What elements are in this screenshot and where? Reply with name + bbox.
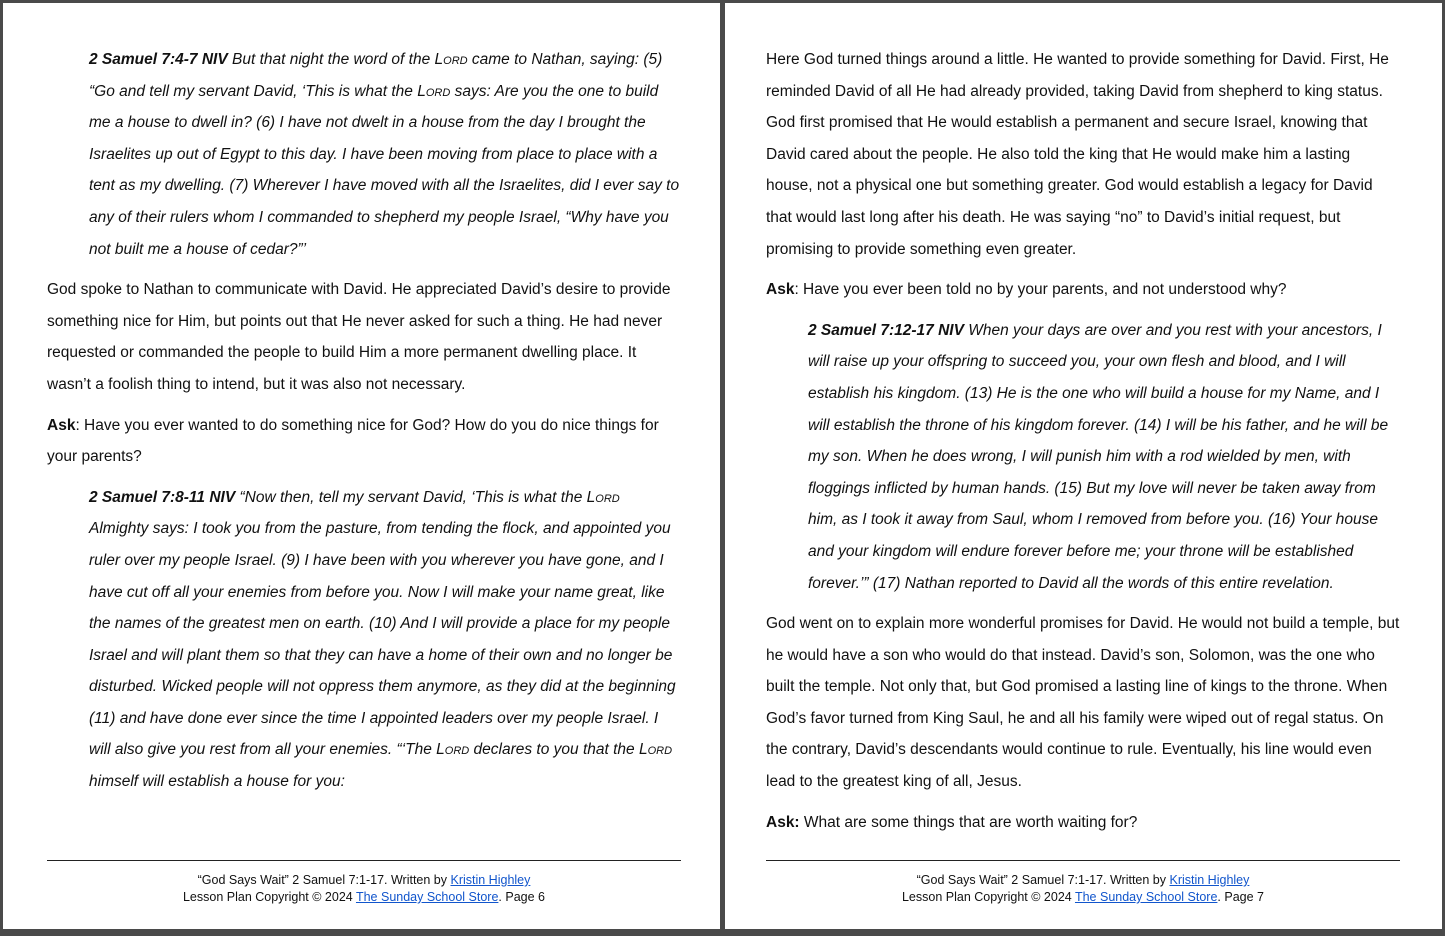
store-link[interactable]: The Sunday School Store — [355, 890, 499, 904]
divine-name: Lord — [586, 488, 620, 506]
ask-question: Ask: Have you ever been told no by your parents, and not understood why? — [766, 281, 1287, 299]
divine-name: Lord — [638, 741, 673, 759]
body-paragraph: God went on to explain more wonderful promises for David. He would not build a temple, but he would have a son who would do that instead. David’s son, Solomon, was the one who built the temple. Not only that, but God promised a lasting line of kings to the throne. When God’s favor turned from King Saul, he and all his family were wiped out of regal status. On the contrary, David’s descendants would continue to rule. Eventually, his line would even lead to the greatest king of all, Jesus. — [766, 615, 1400, 791]
scripture-quote: 2 Samuel 7:12-17 NIV When your days are over and you rest with your ancestors, I will raise up your offspring to succeed you, your own flesh and blood, and I will establish his kingdom. (13) He is the one who will build a house for my Name, and I will establish the throne of his kingdom forever. (14) I will be his father, and he will be my son. When he does wrong, I will punish him with a rod wielded by men, with floggings inflicted by human hands. (15) But my love will never be taken away from him, as I took it away from Saul, whom I removed from before you. (16) Your house and your kingdom will endure forever before me; your throne will be established forever.’” (17) Nathan reported to David all the words of this entire revelation. — [808, 321, 1389, 592]
footer-line-1: “God Says Wait” 2 Samuel 7:1-17. Written by Kristin Highley — [916, 873, 1250, 887]
body-paragraph: Here God turned things around a little. He wanted to provide something for David. First, He reminded David of all He had already provided, taking David from shepherd to king status. God first promised that He would establish a permanent and secure Israel, knowing that David cared about the people. He also told the king that He would make him a lasting house, not a physical one but something greater. God would establish a legacy for David that would last long after his death. He was saying “no” to David’s initial request, but promising to provide something even greater. — [766, 51, 1389, 258]
page-content — [766, 44, 1400, 847]
page-content — [47, 44, 680, 807]
divine-name: Lord — [434, 51, 468, 68]
page-7 — [725, 3, 1442, 929]
ask-label: Ask — [766, 281, 795, 299]
scripture-reference: 2 Samuel 7:4-7 NIV — [89, 51, 228, 68]
footer-divider — [766, 860, 1400, 861]
page-footer — [766, 872, 1400, 906]
ask-question: Ask: Have you ever wanted to do something nice for God? How do you do nice things for your parents? — [47, 416, 659, 466]
divine-name: Lord — [436, 741, 470, 759]
footer-line-2: Lesson Plan Copyright © 2024 The Sunday School Store. Page 6 — [182, 890, 545, 904]
divine-name: Lord — [417, 82, 451, 100]
footer-divider — [47, 860, 681, 861]
scripture-reference: 2 Samuel 7:12-17 NIV — [808, 321, 964, 339]
footer-line-2: Lesson Plan Copyright © 2024 The Sunday School Store. Page 7 — [901, 890, 1264, 904]
body-paragraph: God spoke to Nathan to communicate with David. He appreciated David’s desire to provide something nice for Him, but points out that He never asked for such a thing. He had never requested or commanded the people to build Him a more permanent dwelling place. It wasn’t a foolish thing to intend, but it was also not necessary. — [47, 281, 671, 393]
page-number: . Page 6 — [498, 890, 545, 904]
scripture-quote: 2 Samuel 7:8-11 NIV “Now then, tell my servant David, ‘This is what the Lord Almighty says: I took you from the pasture, from tending the flock, and appointed you ruler over my people Israel. (9) I have been with you wherever you have gone, and I have cut off all your enemies from before you. Now I will make your name great, like the names of the greatest men on earth. (10) And I will provide a place for my people Israel and will plant them so that they can have a home of their own and no longer be disturbed. Wicked people will not oppress them anymore, as they did at the beginning (11) and have done ever since the time I appointed leaders over my people Israel. I will also give you rest from all your enemies. “‘The Lord declares to you that the Lord himself will establish a house for you: — [89, 488, 676, 791]
author-link[interactable]: Kristin Highley — [1169, 873, 1250, 887]
ask-label: Ask — [47, 416, 76, 434]
scripture-reference: 2 Samuel 7:8-11 NIV — [89, 488, 236, 506]
page-6 — [3, 3, 720, 929]
store-link[interactable]: The Sunday School Store — [1074, 890, 1218, 904]
ask-label: Ask: — [766, 813, 800, 831]
scripture-quote: 2 Samuel 7:4-7 NIV But that night the word of the Lord came to Nathan, saying: (5) “Go and tell my servant David, ‘This is what the Lord says: Are you the one to build me a house to dwell in? (6) I have not dwelt in a house from the day I brought the Israelites up out of Egypt to this day. I have been moving from place to place with a tent as my dwelling. (7) Wherever I have moved with all the Israelites, did I ever say to any of their rulers whom I commanded to shepherd my people Israel, “Why have you not built me a house of cedar?”’ — [89, 51, 680, 258]
author-link[interactable]: Kristin Highley — [450, 873, 531, 887]
page-footer — [47, 872, 681, 906]
page-number: . Page 7 — [1217, 890, 1264, 904]
footer-line-1: “God Says Wait” 2 Samuel 7:1-17. Written by Kristin Highley — [197, 873, 531, 887]
ask-question: Ask: What are some things that are worth waiting for? — [766, 813, 1138, 831]
